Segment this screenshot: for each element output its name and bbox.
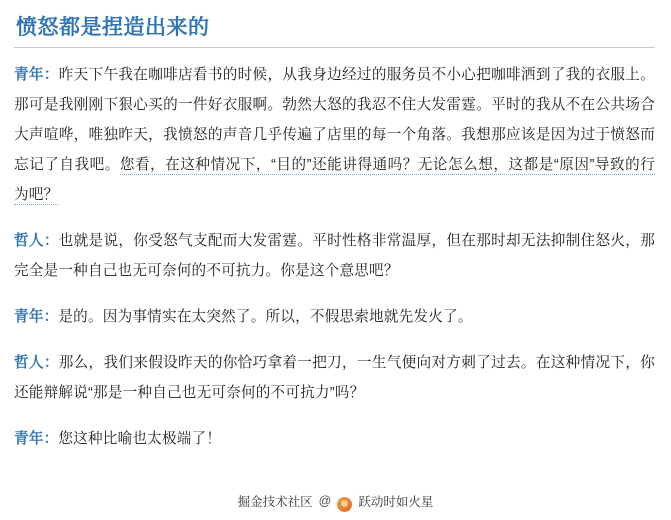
watermark-author: 跃动时如火星 (358, 495, 434, 509)
dialog-turn (14, 302, 655, 332)
speaker-label: 哲人： (14, 233, 59, 250)
page-title: 愤怒都是捏造出来的 (16, 16, 210, 39)
speech-text: 也就是说，你受怒气支配而大发雷霆。平时性格非常温厚，但在那时却无法抑制住怒火，那完全是一种自己也无可奈何的不可抗力。你是这个意思吧？ (14, 233, 655, 280)
speech-text-emphasis: 您看，在这种情况下，“目的”还能讲得通吗？无论怎么想，这都是“原因”导致的行为吧？ (14, 157, 656, 204)
speech-text: 是的。因为事情实在太突然了。所以，不假思索地就先发火了。 (58, 309, 473, 326)
dialog-turn (14, 60, 655, 210)
watermark-site: 掘金技术社区 (237, 495, 313, 509)
dialog-turn (14, 424, 655, 454)
speaker-label: 青年： (14, 431, 59, 448)
watermark-footer (0, 488, 671, 514)
title-divider (14, 47, 655, 48)
dialog-turn (14, 348, 655, 408)
user-avatar-icon (337, 497, 352, 512)
speech-text: 您这种比喻也太极端了！ (58, 431, 222, 448)
dialog-list (14, 60, 655, 454)
dialog-turn (14, 226, 655, 286)
speaker-label: 青年： (14, 309, 59, 326)
speech-text: 昨天下午我在咖啡店看书的时候，从我身边经过的服务员不小心把咖啡洒到了我的衣服上。那可是我刚刚下狠心买的一件好衣服啊。勃然大怒的我忍不住大发雷霆。平时的我从不在公共场合大声喧哗，唯独昨天，我愤怒的声音几乎传遍了店里的每一个角落。我想那应该是因为过于愤怒而忘记了自我吧。 (14, 67, 655, 174)
watermark-at: @ (318, 494, 332, 508)
speech-text: 那么，我们来假设昨天的你恰巧拿着一把刀，一生气便向对方刺了过去。在这种情况下，你还能辩解说“那是一种自己也无可奈何的不可抗力”吗？ (14, 355, 655, 402)
speaker-label: 青年： (14, 67, 59, 84)
speaker-label: 哲人： (14, 355, 59, 372)
